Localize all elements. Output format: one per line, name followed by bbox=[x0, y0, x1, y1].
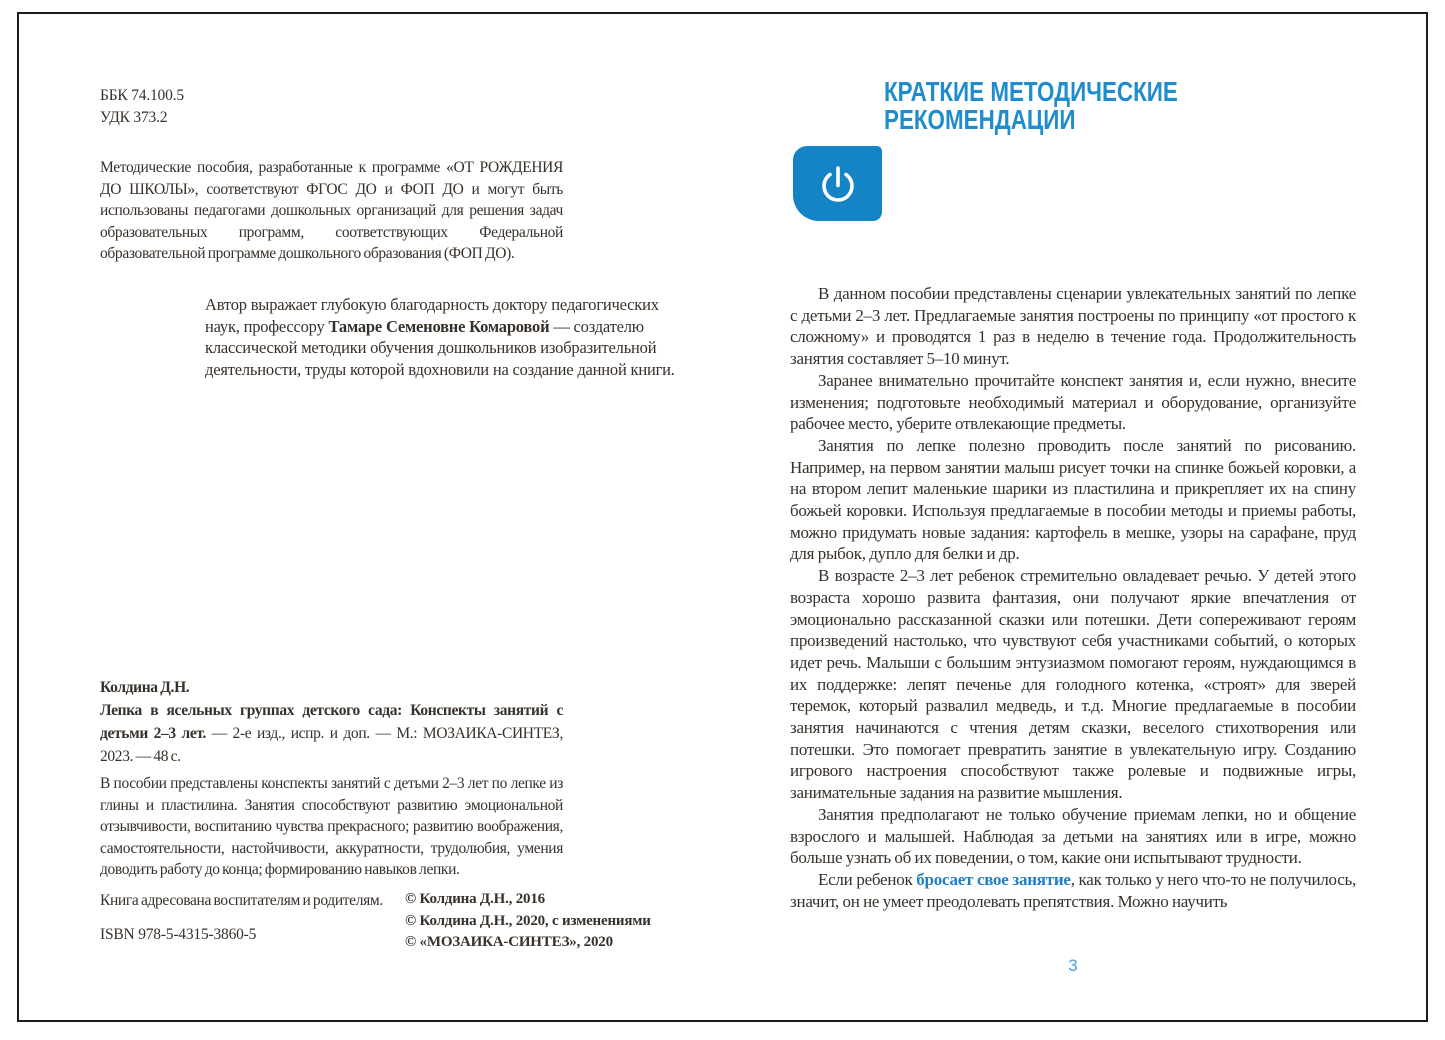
edition-note: Методические пособия, разработанные к программе «ОТ РОЖДЕНИЯ ДО ШКОЛЫ», соответствуют ФГОС ДО и ФОП ДО и могут быть использованы педагогами дошкольных организаций для решения задач образовательных программ, соответствующих Федеральной образовательной программе дошкольного образования (ФОП ДО). bbox=[100, 159, 563, 263]
body-paragraph bbox=[790, 869, 1356, 912]
body-paragraph: В данном пособии представлены сценарии увлекательных занятий по лепке с детьми 2–3 лет. Предлагаемые занятия построены по принципу «от простого к сложному» и проводятся 1 раз в неделю в течение года. Продолжительность занятия составляет 5–10 минут. bbox=[790, 284, 1356, 369]
audience-note: Книга адресована воспитателям и родителям. bbox=[100, 891, 383, 909]
book-title: Лепка в ясельных группах детского сада: Конспекты занятий с детьми 2–3 лет. bbox=[100, 702, 563, 742]
chapter-badge bbox=[793, 146, 882, 221]
body-paragraph: Заранее внимательно прочитайте конспект занятия и, если нужно, внесите изменения; подготовьте необходимый материал и оборудование, организуйте рабочее место, уберите отвлекающие предметы. bbox=[790, 370, 1356, 434]
chapter-title-line1: КРАТКИЕ МЕТОДИЧЕСКИЕ bbox=[884, 76, 1178, 107]
book-annotation: В пособии представлены конспекты занятий с детьми 2–3 лет по лепке из глины и пластилина. Занятия способствуют развитию эмоциональной отзывчивости, воспитанию чувства прекрасного; развитию воображения, самостоятельности, настойчивости, аккуратности, трудолюбия, умения доводить работу до конца; формированию навыков лепки. bbox=[100, 775, 563, 879]
acknowledgement-text: — создателю классической методики обучения дошкольников изобразительной деятельности, труды которой вдохновили на создание данной книги. bbox=[205, 316, 675, 379]
acknowledgement-name: Тамаре Семеновне Комаровой bbox=[328, 316, 550, 336]
copyright-line: © «МОЗАИКА-СИНТЕЗ», 2020 bbox=[405, 934, 613, 950]
power-icon bbox=[816, 162, 860, 206]
body-paragraph: Занятия по лепке полезно проводить после занятий по рисованию. Например, на первом занятии малыш рисует точки на спинке божьей коровки, а на втором лепит маленькие шарики из пластилина и прикрепляет их на спину божьей коровки. Используя предлагаемые в пособии методы и приемы работы, можно придумать новые задания: картофель в мешке, узоры на сарафане, пруд для рыбок, дупло для белки и др. bbox=[790, 435, 1356, 564]
book-imprint: — 2-е изд., испр. и доп. — М.: МОЗАИКА-СИНТЕЗ, 2023. — 48 с. bbox=[100, 725, 563, 765]
chapter-body bbox=[790, 283, 1356, 912]
bbk-code: ББК 74.100.5 bbox=[100, 87, 184, 104]
paragraph-text: Если ребенок bbox=[818, 869, 917, 889]
udk-code: УДК 373.2 bbox=[100, 109, 168, 126]
bibliography-title bbox=[100, 699, 563, 768]
copyright-block bbox=[405, 889, 651, 954]
bibliographic-record bbox=[100, 676, 563, 912]
catalog-codes bbox=[100, 85, 184, 129]
copyright-line: © Колдина Д.Н., 2016 bbox=[405, 891, 545, 907]
chapter-title bbox=[884, 78, 1178, 134]
paragraph-text: , как только у него что-то не получилось, значит, он не умеет преодолевать препятствия. Можно научить bbox=[790, 869, 1357, 911]
body-paragraph: В возрасте 2–3 лет ребенок стремительно овладевает речью. У детей этого возраста хорошо развита фантазия, они получают яркие впечатления от эмоционально рассказанной сказки или потешки. Дети сопереживают героям произведений настолько, что чувствуют себя участниками событий, о которых идет речь. Малыши с большим энтузиазмом помогают героям, нуждающимся в их поддержке: лепят печенье для голодного котенка, «строят» для зверей теремок, который развалил медведь, и т.д. Многие предлагаемые в пособии занятия начинаются с чтения детям сказки, веселого стихотворения или потешки. Это помогает превратить занятие в увлекательную игру. Созданию игрового настроения способствуют также ролевые и подвижные игры, занимательные задания на развитие мышления. bbox=[790, 566, 1356, 803]
acknowledgement-text: Автор выражает глубокую благодарность доктору педагогических наук, профессору bbox=[205, 295, 659, 336]
bibliography-author: Колдина Д.Н. bbox=[100, 679, 190, 696]
body-paragraph: Занятия предполагают не только обучение приемам лепки, но и общение взрослого и малышей. Наблюдая за детьми на занятиях или в игре, можно больше узнать об их поведении, о том, какие они испытывают трудности. bbox=[790, 804, 1356, 868]
page-number: 3 bbox=[1068, 956, 1078, 975]
highlighted-phrase: бросает свое занятие bbox=[916, 869, 1071, 889]
chapter-title-line2: РЕКОМЕНДАЦИИ bbox=[884, 104, 1076, 135]
copyright-line: © Колдина Д.Н., 2020, с изменениями bbox=[405, 912, 651, 929]
isbn: ISBN 978-5-4315-3860-5 bbox=[100, 926, 257, 943]
acknowledgement bbox=[205, 294, 675, 380]
